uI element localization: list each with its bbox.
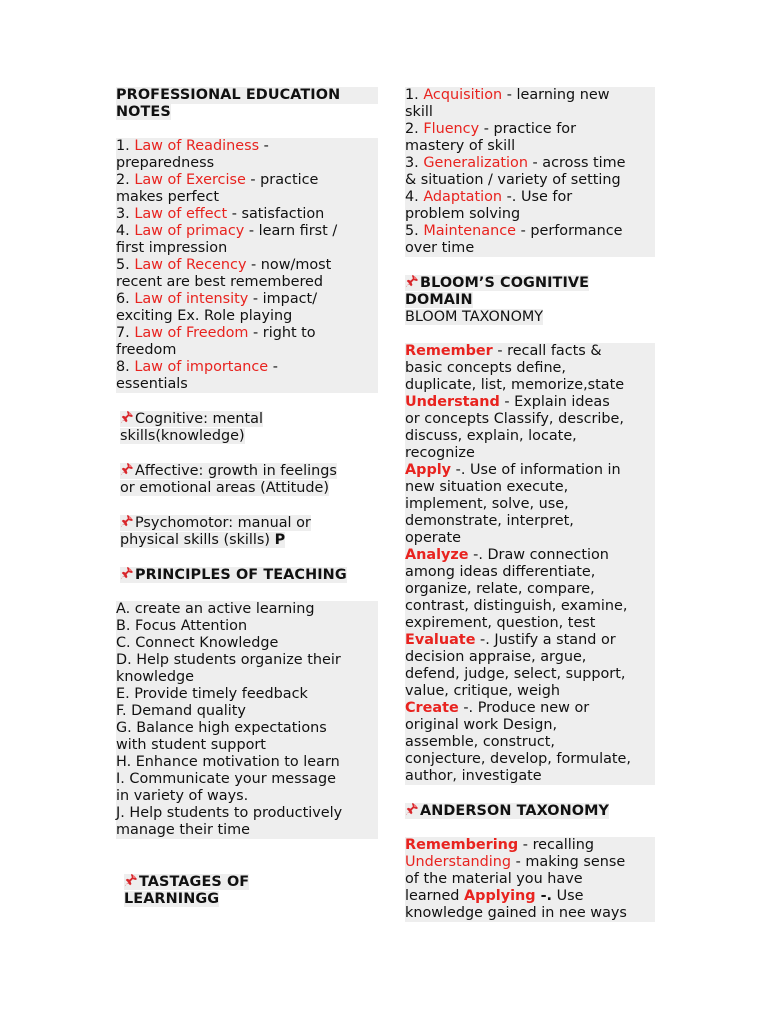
principles-list xyxy=(116,601,378,839)
anderson-taxonomy-text: Remembering - recalling Understanding - making sense of the material you have learned Applying -. Use knowledge gained in nee ways xyxy=(405,837,655,922)
stage-item xyxy=(405,121,655,155)
law-name: Law of intensity xyxy=(134,291,249,307)
principle-line: E. Provide timely feedback xyxy=(116,686,378,703)
pushpin-icon xyxy=(405,274,419,288)
bloom-level-name: Analyze xyxy=(405,547,469,563)
stage-item xyxy=(405,155,655,189)
bloom-verb-line: or concepts Classify, describe, xyxy=(405,411,655,428)
stage-separator: -. Use for xyxy=(502,189,573,205)
law-item xyxy=(116,223,378,257)
bloom-verb-line: recognize xyxy=(405,445,655,462)
stage-description: over time xyxy=(405,240,655,257)
title-line: NOTES xyxy=(116,104,171,120)
principles-heading: PRINCIPLES OF TEACHING xyxy=(116,566,378,584)
stage-number: 2. xyxy=(405,121,424,137)
law-description: freedom xyxy=(116,342,378,359)
law-item xyxy=(116,206,378,223)
law-number: 6. xyxy=(116,291,135,307)
stage-description: & situation / variety of setting xyxy=(405,172,655,189)
bloom-level-name: Understand xyxy=(405,394,500,410)
principle-line: J. Help students to productively xyxy=(116,805,378,822)
pushpin-icon xyxy=(120,566,134,580)
law-line xyxy=(116,291,378,308)
bloom-verb-line: duplicate, list, memorize,state xyxy=(405,377,655,394)
bloom-subtitle: BLOOM TAXONOMY xyxy=(405,309,544,325)
law-name: Law of Recency xyxy=(134,257,247,273)
law-description: essentials xyxy=(116,376,378,393)
stage-item xyxy=(405,223,655,257)
principle-line: C. Connect Knowledge xyxy=(116,635,378,652)
law-line xyxy=(116,223,378,240)
bloom-verb-line: decision appraise, argue, xyxy=(405,649,655,666)
bloom-item xyxy=(405,632,655,700)
bloom-item xyxy=(405,343,655,394)
bloom-verb-line: assemble, construct, xyxy=(405,734,655,751)
bloom-verb-line: contrast, distinguish, examine, xyxy=(405,598,655,615)
principle-line: in variety of ways. xyxy=(116,788,378,805)
law-item xyxy=(116,138,378,172)
law-separator: - now/most xyxy=(246,257,332,273)
law-number: 4. xyxy=(116,223,135,239)
stage-name: Fluency xyxy=(423,121,480,137)
left-column xyxy=(116,87,378,908)
psychomotor-note: Psychomotor: manual or physical skills (skills) P xyxy=(120,515,311,548)
bloom-level-text: - recall facts & xyxy=(492,343,602,359)
law-description: preparedness xyxy=(116,155,378,172)
stage-separator: - practice for xyxy=(479,121,577,137)
law-item xyxy=(116,172,378,206)
law-description: makes perfect xyxy=(116,189,378,206)
law-separator: - satisfaction xyxy=(227,206,325,222)
affective-note: Affective: growth in feelings or emotional areas (Attitude) xyxy=(120,463,337,496)
law-description: first impression xyxy=(116,240,378,257)
bloom-line xyxy=(405,394,655,411)
law-separator: - impact/ xyxy=(248,291,318,307)
anderson-heading: ANDERSON TAXONOMY xyxy=(405,802,655,820)
pushpin-icon xyxy=(120,410,134,424)
cognitive-note: Cognitive: mental skills(knowledge) xyxy=(120,411,263,444)
stage-name: Maintenance xyxy=(423,223,516,239)
stage-separator: - performance xyxy=(516,223,623,239)
law-separator: - practice xyxy=(245,172,319,188)
bloom-heading: BLOOM’S COGNITIVE DOMAIN xyxy=(405,275,590,308)
stage-item xyxy=(405,189,655,223)
law-name: Law of importance xyxy=(134,359,269,375)
bloom-line xyxy=(405,632,655,649)
law-number: 7. xyxy=(116,325,135,341)
stage-line xyxy=(405,121,655,138)
bloom-verb-line: expirement, question, test xyxy=(405,615,655,632)
law-separator: - right to xyxy=(248,325,316,341)
law-number: 8. xyxy=(116,359,135,375)
bloom-taxonomy-list xyxy=(405,343,655,785)
bloom-item xyxy=(405,700,655,785)
stages-of-learning-list xyxy=(405,87,655,257)
bloom-verb-line: among ideas differentiate, xyxy=(405,564,655,581)
principle-line: H. Enhance motivation to learn xyxy=(116,754,378,771)
stage-number: 4. xyxy=(405,189,424,205)
right-column xyxy=(405,87,655,922)
law-separator: - xyxy=(268,359,278,375)
stage-line xyxy=(405,155,655,172)
bloom-item xyxy=(405,462,655,547)
bloom-line xyxy=(405,700,655,717)
law-name: Law of primacy xyxy=(134,223,245,239)
law-line xyxy=(116,138,378,155)
law-description: exciting Ex. Role playing xyxy=(116,308,378,325)
pushpin-icon xyxy=(120,514,134,528)
stages-heading: TASTAGES OF LEARNINGG xyxy=(124,874,250,907)
bloom-level-text: - Explain ideas xyxy=(499,394,610,410)
document-title xyxy=(116,87,378,121)
law-line xyxy=(116,257,378,274)
law-item xyxy=(116,291,378,325)
principle-line: with student support xyxy=(116,737,378,754)
pushpin-icon xyxy=(120,462,134,476)
law-number: 2. xyxy=(116,172,135,188)
law-separator: - learn first / xyxy=(244,223,338,239)
stage-line xyxy=(405,223,655,240)
law-line xyxy=(116,359,378,376)
bloom-level-text: -. Produce new or xyxy=(458,700,590,716)
pushpin-icon xyxy=(405,802,419,816)
bloom-verb-line: basic concepts define, xyxy=(405,360,655,377)
principle-line: A. create an active learning xyxy=(116,601,378,618)
bloom-verb-line: discuss, explain, locate, xyxy=(405,428,655,445)
bloom-verb-line: new situation execute, xyxy=(405,479,655,496)
law-name: Law of Readiness xyxy=(134,138,260,154)
bloom-verb-line: organize, relate, compare, xyxy=(405,581,655,598)
bloom-verb-line: value, critique, weigh xyxy=(405,683,655,700)
law-line xyxy=(116,206,378,223)
bloom-level-name: Apply xyxy=(405,462,452,478)
law-item xyxy=(116,325,378,359)
stage-line xyxy=(405,87,655,104)
bloom-item xyxy=(405,394,655,462)
bloom-verb-line: original work Design, xyxy=(405,717,655,734)
principle-line: manage their time xyxy=(116,822,378,839)
law-separator: - xyxy=(259,138,269,154)
stage-description: skill xyxy=(405,104,655,121)
stage-description: problem solving xyxy=(405,206,655,223)
law-line xyxy=(116,172,378,189)
laws-of-learning-list xyxy=(116,138,378,393)
law-number: 5. xyxy=(116,257,135,273)
bloom-level-text: -. Draw connection xyxy=(468,547,609,563)
law-number: 3. xyxy=(116,206,135,222)
bloom-level-name: Remember xyxy=(405,343,493,359)
bloom-line xyxy=(405,462,655,479)
bloom-level-text: -. Use of information in xyxy=(451,462,621,478)
principle-line: knowledge xyxy=(116,669,378,686)
principle-line: G. Balance high expectations xyxy=(116,720,378,737)
law-item xyxy=(116,359,378,393)
stage-description: mastery of skill xyxy=(405,138,655,155)
bloom-verb-line: implement, solve, use, xyxy=(405,496,655,513)
stage-separator: - across time xyxy=(527,155,626,171)
title-line: PROFESSIONAL EDUCATION xyxy=(116,87,378,104)
bloom-verb-line: operate xyxy=(405,530,655,547)
bloom-line xyxy=(405,547,655,564)
law-name: Law of Freedom xyxy=(134,325,249,341)
principle-line: B. Focus Attention xyxy=(116,618,378,635)
law-description: recent are best remembered xyxy=(116,274,378,291)
stage-separator: - learning new xyxy=(502,87,610,103)
principle-line: F. Demand quality xyxy=(116,703,378,720)
stage-item xyxy=(405,87,655,121)
law-name: Law of effect xyxy=(134,206,228,222)
law-number: 1. xyxy=(116,138,135,154)
law-line xyxy=(116,325,378,342)
stage-name: Generalization xyxy=(423,155,528,171)
pushpin-icon xyxy=(124,873,138,887)
bloom-level-text: -. Justify a stand or xyxy=(475,632,616,648)
stage-number: 5. xyxy=(405,223,424,239)
bloom-verb-line: conjecture, develop, formulate, xyxy=(405,751,655,768)
bloom-verb-line: defend, judge, select, support, xyxy=(405,666,655,683)
stage-line xyxy=(405,189,655,206)
bloom-level-name: Evaluate xyxy=(405,632,476,648)
bloom-verb-line: author, investigate xyxy=(405,768,655,785)
stage-name: Adaptation xyxy=(423,189,503,205)
bloom-level-name: Create xyxy=(405,700,459,716)
bloom-item xyxy=(405,547,655,632)
principle-line: I. Communicate your message xyxy=(116,771,378,788)
bloom-verb-line: demonstrate, interpret, xyxy=(405,513,655,530)
stage-number: 1. xyxy=(405,87,424,103)
stage-number: 3. xyxy=(405,155,424,171)
law-item xyxy=(116,257,378,291)
principle-line: D. Help students organize their xyxy=(116,652,378,669)
stage-name: Acquisition xyxy=(423,87,503,103)
law-name: Law of Exercise xyxy=(134,172,246,188)
bloom-line xyxy=(405,343,655,360)
